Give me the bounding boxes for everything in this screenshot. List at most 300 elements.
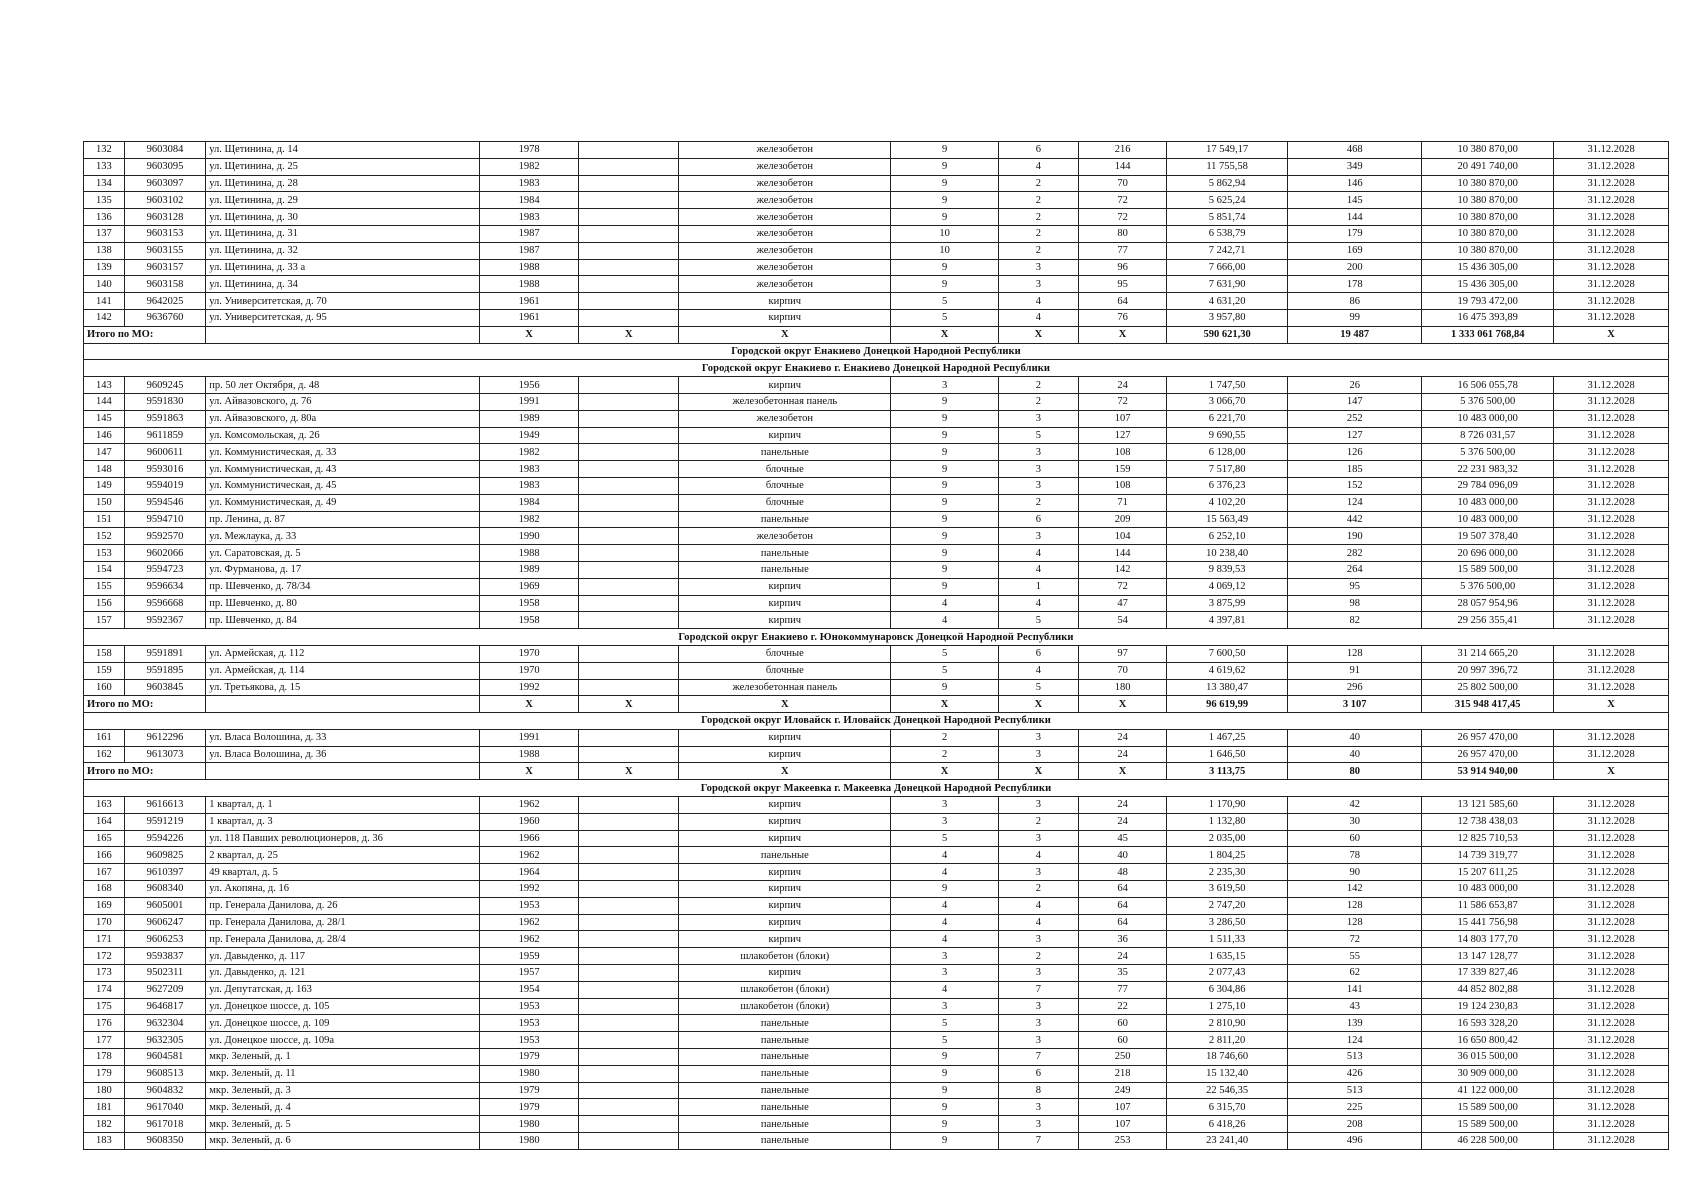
residents: 296 (1288, 679, 1422, 696)
year-built: 1962 (479, 847, 579, 864)
apartments: 24 (1079, 948, 1167, 965)
apartments: 70 (1079, 175, 1167, 192)
reserved-column (579, 410, 679, 427)
row-number: 181 (84, 1099, 125, 1116)
floors: 9 (891, 209, 998, 226)
building-id: 9606253 (124, 931, 206, 948)
building-id: 9594226 (124, 830, 206, 847)
address: 1 квартал, д. 3 (206, 813, 479, 830)
wall-material: кирпич (679, 914, 891, 931)
address: мкр. Зеленый, д. 4 (206, 1099, 479, 1116)
wall-material: панельные (679, 1049, 891, 1066)
area: 7 666,00 (1167, 259, 1288, 276)
building-id: 9608350 (124, 1133, 206, 1150)
table-row (84, 797, 1669, 814)
apartments: 249 (1079, 1082, 1167, 1099)
year-built: 1979 (479, 1099, 579, 1116)
residents: 513 (1288, 1049, 1422, 1066)
reserved-column (579, 309, 679, 326)
row-number: 150 (84, 494, 125, 511)
area: 13 380,47 (1167, 679, 1288, 696)
row-number: 135 (84, 192, 125, 209)
residents: 40 (1288, 746, 1422, 763)
x-mark: Х (891, 696, 998, 713)
area: 9 690,55 (1167, 427, 1288, 444)
cost: 19 507 378,40 (1422, 528, 1554, 545)
address: пр. Шевченко, д. 84 (206, 612, 479, 629)
reserved-column (579, 897, 679, 914)
deadline: 31.12.2028 (1554, 1015, 1669, 1032)
floors: 9 (891, 393, 998, 410)
floors: 5 (891, 293, 998, 310)
row-number: 165 (84, 830, 125, 847)
year-built: 1949 (479, 427, 579, 444)
entrances: 4 (998, 897, 1078, 914)
address: ул. Щетинина, д. 34 (206, 276, 479, 293)
reserved-column (579, 444, 679, 461)
wall-material: панельные (679, 1065, 891, 1082)
building-id: 9594723 (124, 561, 206, 578)
row-number: 143 (84, 377, 125, 394)
subtotal-label: Итого по МО: (84, 696, 206, 713)
residents: 225 (1288, 1099, 1422, 1116)
empty-cell (206, 326, 479, 343)
entrances: 3 (998, 410, 1078, 427)
deadline: 31.12.2028 (1554, 595, 1669, 612)
wall-material: панельные (679, 444, 891, 461)
deadline: 31.12.2028 (1554, 494, 1669, 511)
wall-material: блочные (679, 645, 891, 662)
row-number: 177 (84, 1032, 125, 1049)
address: мкр. Зеленый, д. 6 (206, 1133, 479, 1150)
area: 5 625,24 (1167, 192, 1288, 209)
entrances: 7 (998, 1049, 1078, 1066)
x-mark: Х (679, 763, 891, 780)
building-id: 9642025 (124, 293, 206, 310)
deadline: 31.12.2028 (1554, 1116, 1669, 1133)
apartments: 253 (1079, 1133, 1167, 1150)
wall-material: железобетон (679, 242, 891, 259)
cost: 13 147 128,77 (1422, 948, 1554, 965)
building-id: 9603097 (124, 175, 206, 192)
area: 1 511,33 (1167, 931, 1288, 948)
entrances: 3 (998, 1099, 1078, 1116)
row-number: 182 (84, 1116, 125, 1133)
deadline: 31.12.2028 (1554, 477, 1669, 494)
table-row (84, 645, 1669, 662)
area: 22 546,35 (1167, 1082, 1288, 1099)
deadline: 31.12.2028 (1554, 612, 1669, 629)
residents: 99 (1288, 309, 1422, 326)
building-id: 9603157 (124, 259, 206, 276)
x-mark: Х (998, 326, 1078, 343)
entrances: 2 (998, 175, 1078, 192)
deadline: 31.12.2028 (1554, 410, 1669, 427)
address: ул. Депутатская, д. 163 (206, 981, 479, 998)
year-built: 1962 (479, 914, 579, 931)
reserved-column (579, 1133, 679, 1150)
entrances: 2 (998, 813, 1078, 830)
wall-material: шлакобетон (блоки) (679, 998, 891, 1015)
floors: 5 (891, 830, 998, 847)
entrances: 2 (998, 209, 1078, 226)
address: 1 квартал, д. 1 (206, 797, 479, 814)
row-number: 141 (84, 293, 125, 310)
reserved-column (579, 545, 679, 562)
area: 5 851,74 (1167, 209, 1288, 226)
table-row (84, 142, 1669, 159)
cost: 36 015 500,00 (1422, 1049, 1554, 1066)
apartments: 47 (1079, 595, 1167, 612)
municipality-header-row (84, 629, 1669, 646)
cost: 41 122 000,00 (1422, 1082, 1554, 1099)
floors: 4 (891, 914, 998, 931)
row-number: 146 (84, 427, 125, 444)
reserved-column (579, 998, 679, 1015)
row-number: 178 (84, 1049, 125, 1066)
reserved-column (579, 242, 679, 259)
deadline: 31.12.2028 (1554, 948, 1669, 965)
address: ул. Саратовская, д. 5 (206, 545, 479, 562)
deadline: 31.12.2028 (1554, 1065, 1669, 1082)
address: ул. Коммунистическая, д. 45 (206, 477, 479, 494)
area: 1 170,90 (1167, 797, 1288, 814)
apartments: 159 (1079, 461, 1167, 478)
wall-material: кирпич (679, 309, 891, 326)
entrances: 3 (998, 461, 1078, 478)
floors: 5 (891, 1032, 998, 1049)
subtotal-area: 96 619,99 (1167, 696, 1288, 713)
floors: 9 (891, 578, 998, 595)
address: мкр. Зеленый, д. 11 (206, 1065, 479, 1082)
residents: 55 (1288, 948, 1422, 965)
table-row (84, 545, 1669, 562)
deadline: 31.12.2028 (1554, 561, 1669, 578)
reserved-column (579, 931, 679, 948)
deadline: 31.12.2028 (1554, 461, 1669, 478)
reserved-column (579, 259, 679, 276)
year-built: 1958 (479, 612, 579, 629)
year-built: 1979 (479, 1082, 579, 1099)
entrances: 2 (998, 393, 1078, 410)
wall-material: железобетон (679, 410, 891, 427)
floors: 4 (891, 847, 998, 864)
floors: 5 (891, 645, 998, 662)
entrances: 5 (998, 612, 1078, 629)
reserved-column (579, 797, 679, 814)
table-row (84, 444, 1669, 461)
building-id: 9613073 (124, 746, 206, 763)
wall-material: панельные (679, 847, 891, 864)
x-mark: Х (479, 696, 579, 713)
apartments: 24 (1079, 813, 1167, 830)
row-number: 159 (84, 662, 125, 679)
entrances: 6 (998, 1065, 1078, 1082)
floors: 5 (891, 309, 998, 326)
entrances: 3 (998, 830, 1078, 847)
year-built: 1960 (479, 813, 579, 830)
area: 3 957,80 (1167, 309, 1288, 326)
area: 10 238,40 (1167, 545, 1288, 562)
housing-register-table (83, 141, 1669, 1150)
apartments: 76 (1079, 309, 1167, 326)
table-row (84, 881, 1669, 898)
residents: 86 (1288, 293, 1422, 310)
table-row (84, 209, 1669, 226)
table-row (84, 746, 1669, 763)
entrances: 5 (998, 679, 1078, 696)
building-id: 9593837 (124, 948, 206, 965)
building-id: 9617040 (124, 1099, 206, 1116)
year-built: 1954 (479, 981, 579, 998)
x-mark: Х (998, 696, 1078, 713)
subtotal-label: Итого по МО: (84, 763, 206, 780)
floors: 9 (891, 1133, 998, 1150)
table-row (84, 276, 1669, 293)
cost: 15 589 500,00 (1422, 561, 1554, 578)
residents: 26 (1288, 377, 1422, 394)
entrances: 4 (998, 545, 1078, 562)
apartments: 104 (1079, 528, 1167, 545)
apartments: 96 (1079, 259, 1167, 276)
residents: 190 (1288, 528, 1422, 545)
residents: 43 (1288, 998, 1422, 1015)
row-number: 164 (84, 813, 125, 830)
residents: 141 (1288, 981, 1422, 998)
reserved-column (579, 276, 679, 293)
apartments: 80 (1079, 225, 1167, 242)
floors: 9 (891, 427, 998, 444)
floors: 9 (891, 881, 998, 898)
building-id: 9602066 (124, 545, 206, 562)
wall-material: железобетон (679, 225, 891, 242)
entrances: 2 (998, 192, 1078, 209)
cost: 17 339 827,46 (1422, 965, 1554, 982)
residents: 146 (1288, 175, 1422, 192)
reserved-column (579, 645, 679, 662)
entrances: 3 (998, 444, 1078, 461)
floors: 9 (891, 494, 998, 511)
reserved-column (579, 461, 679, 478)
year-built: 1956 (479, 377, 579, 394)
reserved-column (579, 914, 679, 931)
municipality-header-row (84, 713, 1669, 730)
table-row (84, 679, 1669, 696)
apartments: 97 (1079, 645, 1167, 662)
building-id: 9594019 (124, 477, 206, 494)
floors: 4 (891, 981, 998, 998)
cost: 10 380 870,00 (1422, 225, 1554, 242)
address: ул. Коммунистическая, д. 43 (206, 461, 479, 478)
floors: 4 (891, 864, 998, 881)
residents: 98 (1288, 595, 1422, 612)
deadline: 31.12.2028 (1554, 427, 1669, 444)
wall-material: блочные (679, 461, 891, 478)
year-built: 1983 (479, 461, 579, 478)
address: ул. Акопяна, д. 16 (206, 881, 479, 898)
year-built: 1958 (479, 595, 579, 612)
apartments: 144 (1079, 545, 1167, 562)
wall-material: кирпич (679, 729, 891, 746)
floors: 9 (891, 142, 998, 159)
row-number: 162 (84, 746, 125, 763)
area: 1 467,25 (1167, 729, 1288, 746)
cost: 10 380 870,00 (1422, 142, 1554, 159)
table-row (84, 981, 1669, 998)
deadline: 31.12.2028 (1554, 797, 1669, 814)
apartments: 77 (1079, 242, 1167, 259)
wall-material: кирпич (679, 746, 891, 763)
deadline: 31.12.2028 (1554, 578, 1669, 595)
address: ул. Комсомольская, д. 26 (206, 427, 479, 444)
x-mark: Х (579, 696, 679, 713)
row-number: 155 (84, 578, 125, 595)
year-built: 1980 (479, 1116, 579, 1133)
row-number: 170 (84, 914, 125, 931)
residents: 282 (1288, 545, 1422, 562)
year-built: 1983 (479, 477, 579, 494)
floors: 9 (891, 1049, 998, 1066)
municipality-header-row (84, 343, 1669, 360)
subtotal-row (84, 326, 1669, 343)
subtotal-residents: 19 487 (1288, 326, 1422, 343)
area: 3 875,99 (1167, 595, 1288, 612)
address: ул. Щетинина, д. 30 (206, 209, 479, 226)
table-row (84, 578, 1669, 595)
subtotal-area: 590 621,30 (1167, 326, 1288, 343)
building-id: 9603845 (124, 679, 206, 696)
area: 2 035,00 (1167, 830, 1288, 847)
floors: 3 (891, 998, 998, 1015)
floors: 9 (891, 461, 998, 478)
apartments: 48 (1079, 864, 1167, 881)
year-built: 1984 (479, 192, 579, 209)
row-number: 173 (84, 965, 125, 982)
address: ул. Айвазовского, д. 76 (206, 393, 479, 410)
entrances: 4 (998, 662, 1078, 679)
residents: 124 (1288, 494, 1422, 511)
residents: 82 (1288, 612, 1422, 629)
deadline: 31.12.2028 (1554, 864, 1669, 881)
building-id: 9605001 (124, 897, 206, 914)
row-number: 133 (84, 158, 125, 175)
cost: 15 589 500,00 (1422, 1116, 1554, 1133)
cost: 5 376 500,00 (1422, 393, 1554, 410)
wall-material: шлакобетон (блоки) (679, 948, 891, 965)
area: 2 235,30 (1167, 864, 1288, 881)
wall-material: панельные (679, 1032, 891, 1049)
cost: 16 593 328,20 (1422, 1015, 1554, 1032)
reserved-column (579, 578, 679, 595)
wall-material: кирпич (679, 881, 891, 898)
row-number: 140 (84, 276, 125, 293)
area: 4 069,12 (1167, 578, 1288, 595)
address: ул. Армейская, д. 114 (206, 662, 479, 679)
row-number: 169 (84, 897, 125, 914)
row-number: 139 (84, 259, 125, 276)
floors: 9 (891, 410, 998, 427)
cost: 15 207 611,25 (1422, 864, 1554, 881)
apartments: 72 (1079, 578, 1167, 595)
area: 6 538,79 (1167, 225, 1288, 242)
residents: 127 (1288, 427, 1422, 444)
area: 2 747,20 (1167, 897, 1288, 914)
address: пр. Шевченко, д. 80 (206, 595, 479, 612)
table-row (84, 931, 1669, 948)
x-mark: Х (1554, 696, 1669, 713)
area: 6 252,10 (1167, 528, 1288, 545)
wall-material: железобетон (679, 158, 891, 175)
row-number: 183 (84, 1133, 125, 1150)
apartments: 72 (1079, 393, 1167, 410)
table-row (84, 175, 1669, 192)
building-id: 9596668 (124, 595, 206, 612)
address: ул. Университетская, д. 95 (206, 309, 479, 326)
apartments: 142 (1079, 561, 1167, 578)
reserved-column (579, 1065, 679, 1082)
year-built: 1959 (479, 948, 579, 965)
wall-material: железобетон (679, 209, 891, 226)
entrances: 6 (998, 645, 1078, 662)
deadline: 31.12.2028 (1554, 209, 1669, 226)
cost: 19 124 230,83 (1422, 998, 1554, 1015)
municipality-header: Городской округ Енакиево Донецкой Народной Республики (84, 343, 1669, 360)
residents: 95 (1288, 578, 1422, 595)
wall-material: кирпич (679, 897, 891, 914)
building-id: 9632305 (124, 1032, 206, 1049)
year-built: 1982 (479, 158, 579, 175)
table-row (84, 158, 1669, 175)
wall-material: кирпич (679, 965, 891, 982)
cost: 44 852 802,88 (1422, 981, 1554, 998)
year-built: 1991 (479, 729, 579, 746)
year-built: 1970 (479, 645, 579, 662)
table-row (84, 427, 1669, 444)
building-id: 9502311 (124, 965, 206, 982)
floors: 9 (891, 192, 998, 209)
residents: 144 (1288, 209, 1422, 226)
deadline: 31.12.2028 (1554, 679, 1669, 696)
deadline: 31.12.2028 (1554, 1049, 1669, 1066)
wall-material: блочные (679, 477, 891, 494)
residents: 179 (1288, 225, 1422, 242)
x-mark: Х (891, 763, 998, 780)
entrances: 4 (998, 293, 1078, 310)
apartments: 107 (1079, 1116, 1167, 1133)
table-row (84, 511, 1669, 528)
address: ул. Щетинина, д. 31 (206, 225, 479, 242)
entrances: 3 (998, 1032, 1078, 1049)
municipality-header-row (84, 360, 1669, 377)
apartments: 72 (1079, 192, 1167, 209)
wall-material: панельные (679, 511, 891, 528)
area: 7 517,80 (1167, 461, 1288, 478)
apartments: 95 (1079, 276, 1167, 293)
year-built: 1992 (479, 881, 579, 898)
building-id: 9591219 (124, 813, 206, 830)
row-number: 163 (84, 797, 125, 814)
area: 7 242,71 (1167, 242, 1288, 259)
entrances: 3 (998, 477, 1078, 494)
deadline: 31.12.2028 (1554, 545, 1669, 562)
building-id: 9604832 (124, 1082, 206, 1099)
municipality-header: Городской округ Макеевка г. Макеевка Донецкой Народной Республики (84, 780, 1669, 797)
row-number: 134 (84, 175, 125, 192)
year-built: 1953 (479, 897, 579, 914)
entrances: 2 (998, 242, 1078, 259)
row-number: 157 (84, 612, 125, 629)
entrances: 7 (998, 1133, 1078, 1150)
